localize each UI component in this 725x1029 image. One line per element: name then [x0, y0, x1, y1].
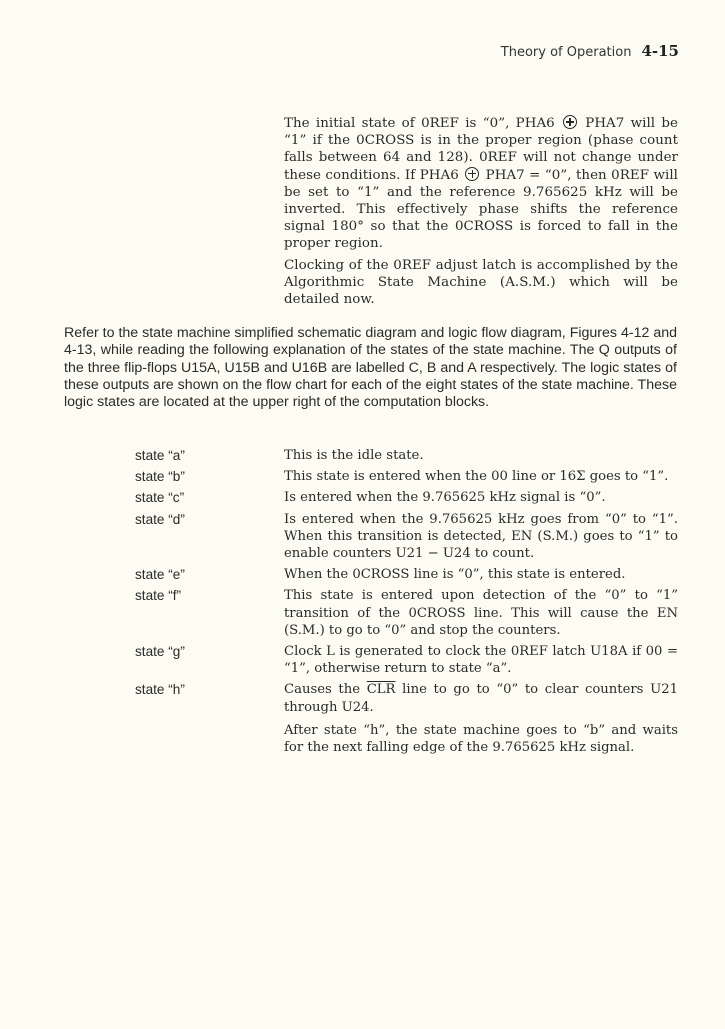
asm-intro-paragraph: Clocking of the 0REF adjust latch is accomplished by the Algorithmic State Machine (A.S.M.) which will be detailed now. — [284, 257, 678, 308]
state-machine-intro-paragraph: Refer to the state machine simplified schematic diagram and logic flow diagram, Figures 4-12 and 4-13, while reading the following explanation of the states of the state machine. The Q outputs of the three flip-flops U15A, U15B and U16B are labelled C, B and A respectively. The logic states of these outputs are shown on the flow chart for each of the eight states of the state machine. These logic states are located at the upper right of the computation blocks. — [64, 325, 677, 411]
state-label: state “h” — [135, 682, 185, 698]
section-title: Theory of Operation — [500, 45, 632, 60]
state-description: Clock L is generated to clock the 0REF latch U18A if 00 = “1”, otherwise return to state “a”. — [284, 644, 678, 677]
state-row-h — [135, 681, 678, 715]
state-row-b — [135, 468, 678, 485]
state-label: state “b” — [135, 469, 185, 485]
state-row-g — [135, 643, 678, 677]
state-description: This state is entered upon detection of the “0” to “1” transition of the 0CROSS line. This will cause the EN (S.M.) to go to “0” and stop the counters. — [284, 588, 678, 638]
right-column-text — [284, 115, 678, 312]
state-label: state “e” — [135, 567, 185, 583]
state-label: state “c” — [135, 490, 185, 506]
state-label: state “d” — [135, 511, 185, 527]
xor-icon — [465, 167, 479, 181]
state-description: This is the idle state. — [284, 448, 424, 463]
state-description — [284, 681, 678, 715]
state-label: state “f” — [135, 588, 182, 604]
state-row-d — [135, 511, 678, 563]
para1-text-part2: PHA7 will be “1” if the 0CROSS is in the proper region (phase count falls between 64 and 128). 0REF will not change under these conditions. If PHA6 — [284, 116, 678, 183]
clr-signal-overline: $\overline{CLR}$ — [366, 682, 396, 698]
state-row-c — [135, 489, 678, 506]
state-label: state “g” — [135, 644, 185, 660]
state-description: Is entered when the 9.765625 kHz signal is “0”. — [284, 490, 606, 506]
oref-initial-state-paragraph — [284, 115, 678, 253]
state-description: This state is entered when the 00 line or 16Σ goes to “1”. — [284, 469, 669, 485]
state-row-f — [135, 587, 678, 639]
page-number: 4-15 — [641, 42, 679, 60]
after-state-h-note: After state “h”, the state machine goes to “b” and waits for the next falling edge of the 9.765625 kHz signal. — [284, 722, 678, 756]
state-description: Is entered when the 9.765625 kHz goes from “0” to “1”. When this transition is detected, EN (S.M.) goes to “1” to enable counters U21 − U24 to count. — [284, 511, 678, 562]
state-h-text-post: line to go to “0” to clear counters U21 through U24. — [284, 682, 678, 715]
state-description: When the 0CROSS line is “0”, this state is entered. — [284, 567, 626, 583]
page-header — [501, 42, 679, 60]
state-h-text-pre: Causes the — [284, 682, 361, 698]
para1-text-part1: The initial state of 0REF is “0”, PHA6 — [284, 116, 555, 131]
state-row-e — [135, 566, 678, 583]
xor-icon — [563, 115, 577, 129]
state-list — [135, 447, 678, 756]
state-row-a — [135, 447, 678, 464]
state-label: state “a” — [135, 448, 185, 463]
para1-text-part3: PHA7 = “0”, then 0REF will be set to “1” and the reference 9.765625 kHz will be inverted. This effectively phase shifts the reference signal 180° so that the 0CROSS is forced to fall in the proper region. — [284, 167, 678, 252]
